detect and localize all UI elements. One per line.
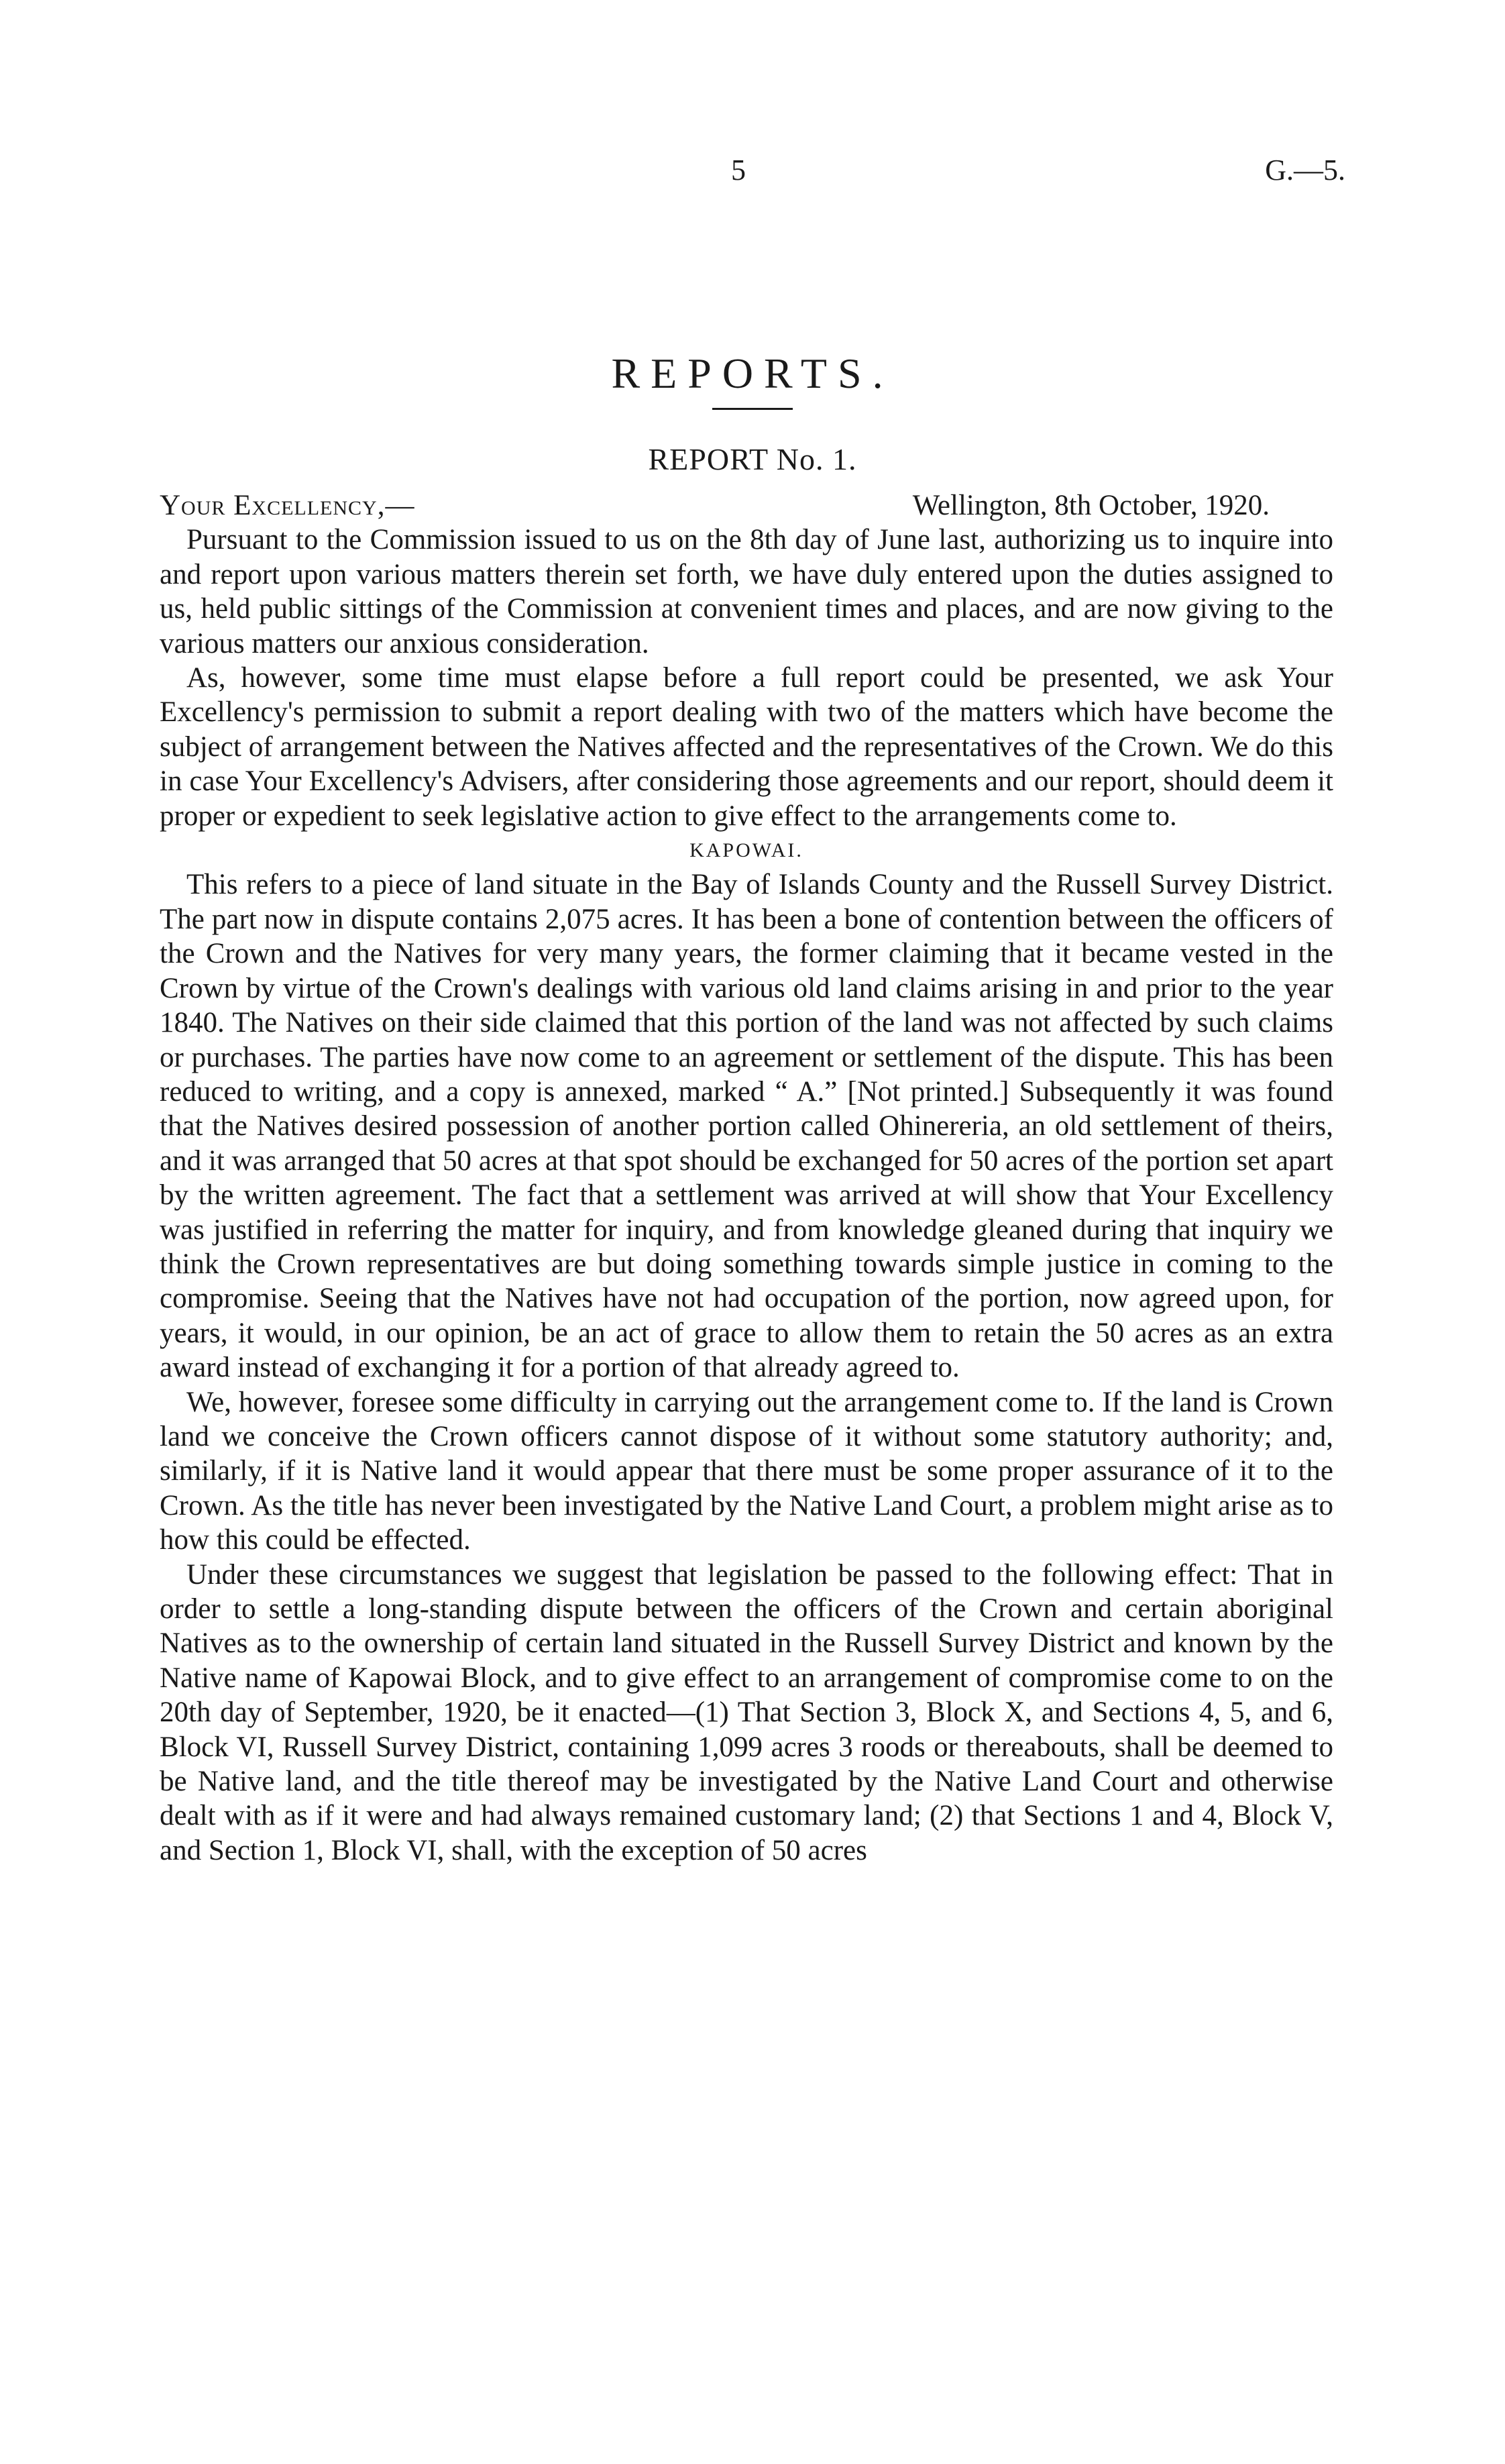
page-number: 5 — [731, 154, 746, 186]
paragraph: This refers to a piece of land situate in the Bay of Islands County and the Russell Survey District. The part now in dispute contains 2,075 acres. It has been a bone of contention between the officers of the Crown and the Natives for very many years, the former claiming that it became vested in the Crown by virtue of the Crown's dealings with various old land claims arising in and prior to the year 1840. The Natives on their side claimed that this portion of the land was not affected by such claims or purchases. The parties have now come to an agreement or settlement of the dispute. This has been reduced to writing, and a copy is annexed, marked “ A.” [Not printed.] Subsequently it was found that the Natives desired possession of another portion called Ohinereria, an old settlement of theirs, and it was arranged that 50 acres at that spot should be exchanged for 50 acres of the portion set apart by the written agreement. The fact that a settlement was arrived at will show that Your Excellency was justified in referring the matter for inquiry, and from knowledge gleaned during that inquiry we think the Crown representatives are but doing something towards simple justice in coming to the compromise. Seeing that the Natives have not had occupation of the portion, now agreed upon, for years, it would, in our opinion, be an act of grace to allow them to retain the 50 acres as an extra award instead of exchanging it for a portion of that already agreed to. — [160, 869, 1333, 1384]
section-title: KAPOWAI. — [689, 839, 803, 862]
document-code: G.—5. — [1265, 154, 1345, 186]
page-heading: REPORTS. — [611, 350, 894, 397]
paragraph: Under these circumstances we suggest that legislation be passed to the following effect: That in order to settle a long-standing dispute between the officers of the Crown and certain aboriginal Natives as to the ownership of certain land situated in the Russell Survey District and known by the Native name of Kapowai Block, and to give effect to an arrangement of compromise come to on the 20th day of September, 1920, be it enacted—(1) That Section 3, Block X, and Sections 4, 5, and 6, Block VI, Russell Survey District, containing 1,099 acres 3 roods or thereabouts, shall be deemed to be Native land, and the title thereof may be investigated by the Native Land Court and otherwise dealt with as if it were and had always remained customary land; (2) that Sections 1 and 4, Block V, and Section 1, Block VI, shall, with the exception of 50 acres — [160, 1558, 1333, 1866]
paragraph: As, however, some time must elapse before a full report could be presented, we ask Your Excellency's permission to submit a report dealing with two of the matters which have become the subject of arrangement between the Natives affected and the representatives of the Crown. We do this in case Your Excellency's Advisers, after considering those agreements and our report, should deem it proper or expedient to seek legislative action to give effect to the arrangements come to. — [160, 662, 1333, 832]
salutation-row — [160, 488, 1333, 523]
heading-rule — [712, 408, 793, 410]
paragraph: We, however, foresee some difficulty in carrying out the arrangement come to. If the land is Crown land we conceive the Crown officers cannot dispose of it without some statutory authority; and, similarly, if it is Native land it would appear that there must be some proper assurance of it to the Crown. As the title has never been investigated by the Native Land Court, a problem might arise as to how this could be effected. — [160, 1386, 1333, 1556]
date-line: Wellington, 8th October, 1920. — [912, 490, 1270, 521]
salutation: Your Excellency,— — [160, 490, 415, 521]
paragraph: Pursuant to the Commission issued to us on the 8th day of June last, authorizing us to inquire into and report upon various matters therein set forth, we have duly entered upon the duties assigned to us, held public sittings of the Commission at convenient times and places, and are now giving to the various matters our anxious consideration. — [160, 524, 1333, 659]
report-body — [160, 488, 1333, 1868]
report-title: REPORT No. 1. — [648, 442, 857, 476]
